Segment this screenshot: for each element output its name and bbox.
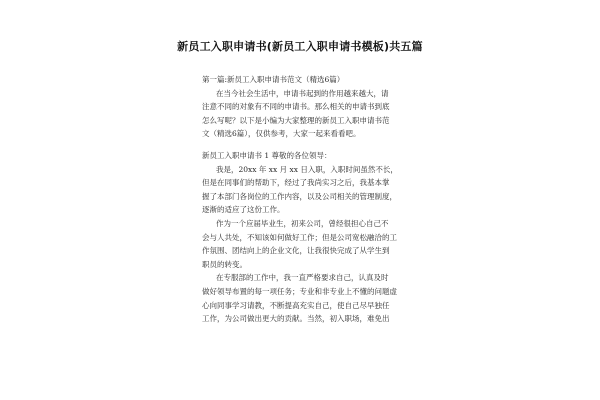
intro-line: 在当今社会生活中，申请书起到的作用越来越大，请 <box>216 88 389 98</box>
paragraph-line: 作为一个应届毕业生，初来公司，曾经很担心自己不 <box>216 218 389 228</box>
letter-heading: 新员工入职申请书 1 尊敬的各位领导： <box>202 150 332 160</box>
document-body <box>202 73 402 326</box>
paragraph-line: 逐渐的适应了这份工作。 <box>202 205 285 215</box>
paragraph-line: 工作，为公司做出更大的贡献。当然，初入职场，难免出 <box>202 314 390 324</box>
intro-line: 文（精选6篇），仅供参考，大家一起来看看吧。 <box>202 129 361 139</box>
intro-paragraph <box>202 87 402 141</box>
document-title: 新员工入职申请书(新员工入职申请书模板)共五篇 <box>177 40 423 53</box>
paragraph-line: 握了本部门各岗位的工作内容，以及公司相关的管理制度， <box>202 191 397 201</box>
paragraph-gap <box>202 141 402 149</box>
paragraph-1 <box>202 163 402 217</box>
paragraph-3 <box>202 271 402 325</box>
intro-line: 怎么写呢？以下是小编为大家整理的新员工入职申请书范 <box>202 115 390 125</box>
paragraph-line: 在专服部的工作中，我一直严格要求自己，认真及时 <box>216 273 389 283</box>
paragraph-2 <box>202 217 402 271</box>
paragraph-line: 心向同事学习请教，不断提高充实自己，使自己尽早独任 <box>202 300 390 310</box>
paragraph-line: 作氛围、团结向上的企业文化，让我很快完成了从学生到 <box>202 246 390 256</box>
paragraph-line: 做好领导布置的每一项任务；专业和非专业上不懂的问题虚 <box>202 286 397 296</box>
paragraph-line: 但是在同事们的帮助下，经过了我尚实习之后，我基本掌 <box>202 178 390 188</box>
intro-line: 注意不同的对象有不同的申请书。那么相关的申请书到底 <box>202 102 390 112</box>
section-heading: 第一篇:新员工入职申请书范文（精选6篇） <box>202 75 345 84</box>
paragraph-line: 职员的转变。 <box>202 259 247 269</box>
paragraph-line: 我是，20xx 年 xx 月 xx 日入职，入职时间虽然不长， <box>216 164 398 174</box>
paragraph-line: 会与人共处，不知该如何做好工作；但是公司宽松融洽的工 <box>202 232 397 242</box>
